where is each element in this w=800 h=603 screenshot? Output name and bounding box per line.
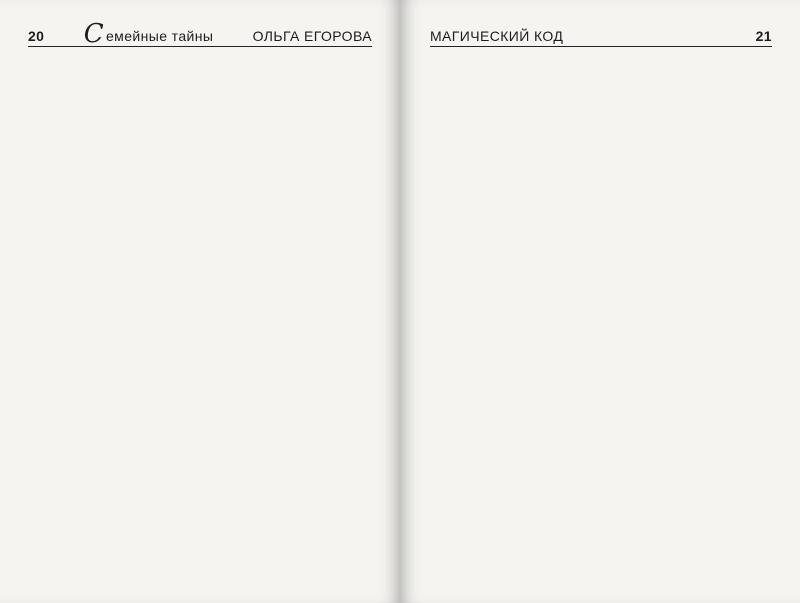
right-page (400, 0, 800, 603)
left-running-header (28, 18, 372, 47)
author-name: ОЛЬГА ЕГОРОВА (252, 28, 372, 44)
right-running-header (430, 18, 772, 47)
left-page-body (28, 53, 372, 593)
series-title (83, 19, 214, 49)
series-logo-letter: С (83, 19, 104, 49)
left-page-number: 20 (28, 28, 45, 44)
book-title: МАГИЧЕСКИЙ КОД (430, 28, 564, 44)
right-page-number: 21 (755, 28, 772, 44)
series-title-text: емейные тайны (105, 28, 214, 44)
right-page-body (430, 53, 772, 593)
